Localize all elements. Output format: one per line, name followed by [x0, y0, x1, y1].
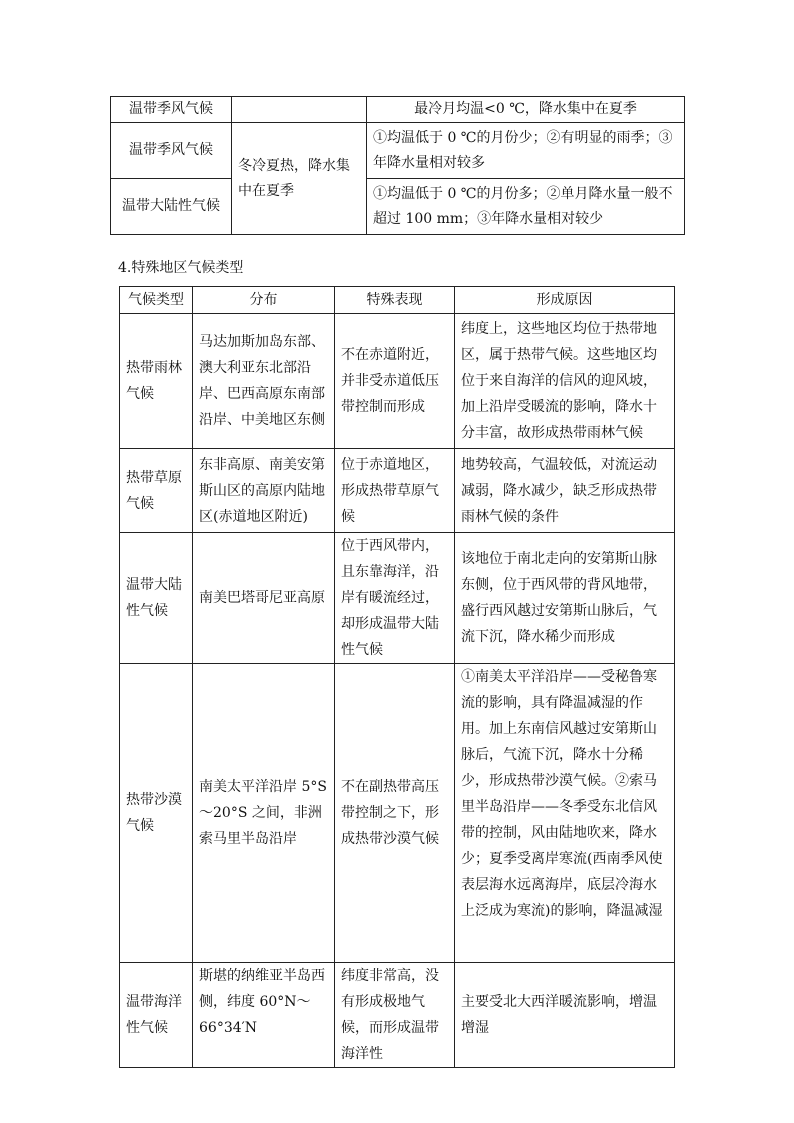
feature-cell: 不在副热带高压带控制之下，形成热带沙漠气候	[335, 664, 455, 963]
table-row	[111, 179, 685, 235]
climate-description-cell: ①均温低于 0 ℃的月份少；②有明显的雨季；③年降水量相对较多	[367, 123, 685, 179]
climate-type-cell: 温带大陆性气候	[120, 533, 193, 664]
climate-name-cell: 温带季风气候	[111, 123, 232, 179]
empty-cell	[232, 97, 367, 123]
table-row	[120, 533, 675, 664]
table-row	[111, 97, 685, 123]
cause-cell: ①南美太平洋沿岸——受秘鲁寒流的影响，具有降温减湿的作用。加上东南信风越过安第斯山脉后，气流下沉，降水十分稀少，形成热带沙漠气候。②索马里半岛沿岸——冬季受东北信风带的控制，风由陆地吹来，降水少；夏季受离岸寒流(西南季风使表层海水远离海岸，底层冷海水上泛成为寒流)的影响，降温减湿	[455, 664, 675, 963]
column-header: 气候类型	[120, 287, 193, 314]
feature-cell: 位于赤道地区，形成热带草原气候	[335, 449, 455, 533]
distribution-cell: 南美巴塔哥尼亚高原	[193, 533, 335, 664]
climate-type-cell: 温带海洋性气候	[120, 963, 193, 1068]
cause-cell: 纬度上，这些地区均位于热带地区，属于热带气候。这些地区均位于来自海洋的信风的迎风坡，加上沿岸受暖流的影响，降水十分丰富，故形成热带雨林气候	[455, 314, 675, 449]
column-header: 特殊表现	[335, 287, 455, 314]
climate-name-cell: 温带季风气候	[111, 97, 232, 123]
cause-cell: 该地位于南北走向的安第斯山脉东侧，位于西风带的背风地带，盛行西风越过安第斯山脉后，气流下沉，降水稀少而形成	[455, 533, 675, 664]
column-header: 分布	[193, 287, 335, 314]
special-climate-table	[119, 286, 675, 1068]
distribution-cell: 南美太平洋沿岸 5°S～20°S 之间，非洲索马里半岛沿岸	[193, 664, 335, 963]
table-row	[120, 314, 675, 449]
table-row	[120, 664, 675, 963]
table-row	[120, 963, 675, 1068]
climate-name-cell: 温带大陆性气候	[111, 179, 232, 235]
feature-cell: 纬度非常高，没有形成极地气候，而形成温带海洋性	[335, 963, 455, 1068]
column-header: 形成原因	[455, 287, 675, 314]
cause-cell: 主要受北大西洋暖流影响，增温增湿	[455, 963, 675, 1068]
climate-type-cell: 热带草原气候	[120, 449, 193, 533]
section-title: 4.特殊地区气候类型	[118, 260, 244, 276]
distribution-cell: 东非高原、南美安第斯山区的高原内陆地区(赤道地区附近)	[193, 449, 335, 533]
shared-feature-cell: 冬冷夏热，降水集中在夏季	[232, 123, 367, 235]
table-row	[120, 449, 675, 533]
distribution-cell: 斯堪的纳维亚半岛西侧，纬度 60°N～66°34′N	[193, 963, 335, 1068]
climate-type-cell: 热带沙漠气候	[120, 664, 193, 963]
cause-cell: 地势较高，气温较低，对流运动减弱，降水减少，缺乏形成热带雨林气候的条件	[455, 449, 675, 533]
climate-type-cell: 热带雨林气候	[120, 314, 193, 449]
distribution-cell: 马达加斯加岛东部、澳大利亚东北部沿岸、巴西高原东南部沿岸、中美地区东侧	[193, 314, 335, 449]
table-row	[111, 123, 685, 179]
climate-description-cell: ①均温低于 0 ℃的月份多；②单月降水量一般不超过 100 mm；③年降水量相对较少	[367, 179, 685, 235]
table-header-row	[120, 287, 675, 314]
feature-cell: 位于西风带内，且东靠海洋，沿岸有暖流经过，却形成温带大陆性气候	[335, 533, 455, 664]
feature-cell: 不在赤道附近，并非受赤道低压带控制而形成	[335, 314, 455, 449]
climate-comparison-table	[110, 96, 685, 235]
climate-description-cell: 最冷月均温<0 ℃，降水集中在夏季	[367, 97, 685, 123]
